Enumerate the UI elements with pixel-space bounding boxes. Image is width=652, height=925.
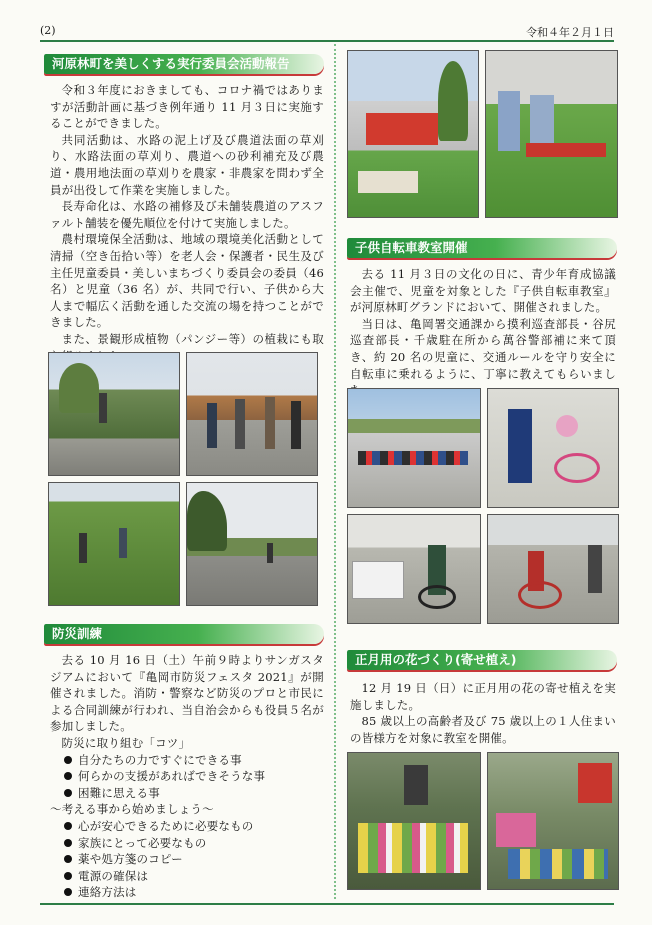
column-divider bbox=[334, 44, 336, 899]
bicycle-paragraph: 当日は、亀岡署交通課から摸利巡査部長・谷尻巡査部長・千歳駐在所から萬谷警部補に来て頂き、約 20 名の児童に、交通ルールを守り安全に自転車に乗れるように、丁寧に教えてもらいまし bbox=[350, 316, 616, 381]
list-item: 連絡方法は bbox=[64, 884, 324, 901]
beautify-paragraph: 令和３年度におきましても、コロナ禍ではありますが活動計画に基づき例年通り 11 月３日に実施することができました。 bbox=[50, 83, 324, 131]
section-title-beautify: 河原林町を美しくする実行委員会活動報告 bbox=[44, 54, 324, 74]
section-title-flowers: 正月用の花づくり(寄せ植え) bbox=[347, 650, 617, 670]
disaster-list-intro: 防災に取り組む「コツ」 bbox=[61, 735, 191, 750]
disaster-tips-list bbox=[50, 752, 324, 802]
bicycle-paragraph: 去る 11 月３日の文化の日に、青少年育成協議会主催で、児童を対象とした『子供自転車教室』が河原林町グランドにおいて、開催されました。 bbox=[350, 267, 616, 315]
disaster-list-mid: ～考える事から始めましょう～ bbox=[50, 802, 214, 817]
beautify-paragraph: 長寿命化は、水路の補修及び未舗装農道のアスファルト舗装を優先順位を付けて実施しました。 bbox=[50, 199, 324, 230]
beautify-paragraph: 農村環境保全活動は、地域の環境美化活動として清掃（空き缶拾い等）を老人会・保護者・民生及び主任児童委員・美しいまちづくり委員会の委員（46名）と児童（36 名）が、共同で行い、子供から大人まで幅広く活動を通した交流の場を持つことができました。 bbox=[50, 232, 324, 330]
beautify-paragraph: また、景観形成植物（パンジー等）の植栽にも取 bbox=[61, 331, 324, 346]
list-item: 電源の確保は bbox=[64, 868, 324, 885]
photo-rescue-drill bbox=[485, 50, 618, 218]
bicycle-body bbox=[350, 266, 616, 399]
photo-field-weeding bbox=[48, 482, 180, 606]
photo-bike-group bbox=[487, 514, 619, 624]
disaster-paragraph: 去る 10 月 16 日（土）午前９時よりサンガスタジアムにおいて『亀岡市防災フェスタ 2021』が開催されました。消防・警察など防災のプロと市民による合同訓練が行われ、当自治会からも役員５名が参加しました。 bbox=[50, 653, 324, 734]
photo-volunteers-street bbox=[186, 352, 318, 476]
beautify-body bbox=[50, 82, 324, 364]
list-item: 何らかの支援があればできそうな事 bbox=[64, 768, 324, 785]
section-title-bicycle: 子供自転車教室開催 bbox=[347, 238, 617, 258]
photo-flower-planting-2 bbox=[487, 752, 619, 890]
list-item: 自分たちの力ですぐにできる事 bbox=[64, 752, 324, 769]
photo-fire-truck-event bbox=[347, 50, 479, 218]
list-item: 困難に思える事 bbox=[64, 785, 324, 802]
section-title-disaster: 防災訓練 bbox=[44, 624, 324, 644]
issue-date: 令和４年２月１日 bbox=[526, 26, 614, 39]
photo-children-sitting bbox=[347, 388, 481, 508]
photo-bike-course bbox=[347, 514, 481, 624]
list-item: 薬や処方箋のコピー bbox=[64, 851, 324, 868]
photo-roadside-cleanup bbox=[48, 352, 180, 476]
flowers-paragraph: 85 歳以上の高齢者及び 75 歳以上の１人住まいの皆様方を対象に教室を開催。 bbox=[350, 714, 616, 745]
page-number: (2) bbox=[40, 24, 56, 37]
top-rule bbox=[40, 40, 614, 42]
list-item: 心が安心できるために必要なもの bbox=[64, 818, 324, 835]
disaster-needs-list bbox=[50, 818, 324, 901]
photo-road-walk bbox=[186, 482, 318, 606]
photo-flower-planting-1 bbox=[347, 752, 481, 890]
photo-child-helmet-bike bbox=[487, 388, 619, 508]
bottom-rule bbox=[40, 903, 614, 905]
flowers-paragraph: 12 月 19 日（日）に正月用の花の寄せ植えを実施しました。 bbox=[350, 681, 616, 712]
list-item: 家族にとって必要なもの bbox=[64, 835, 324, 852]
disaster-body bbox=[50, 652, 324, 901]
flowers-body bbox=[350, 680, 616, 746]
beautify-paragraph: 共同活動は、水路の泥上げ及び農道法面の草刈り、水路法面の草刈り、農道への砂利補充及び農道・農用地法面の草刈りを農家・非農家を問わず全員が出役して作業を実施しました。 bbox=[50, 132, 324, 197]
